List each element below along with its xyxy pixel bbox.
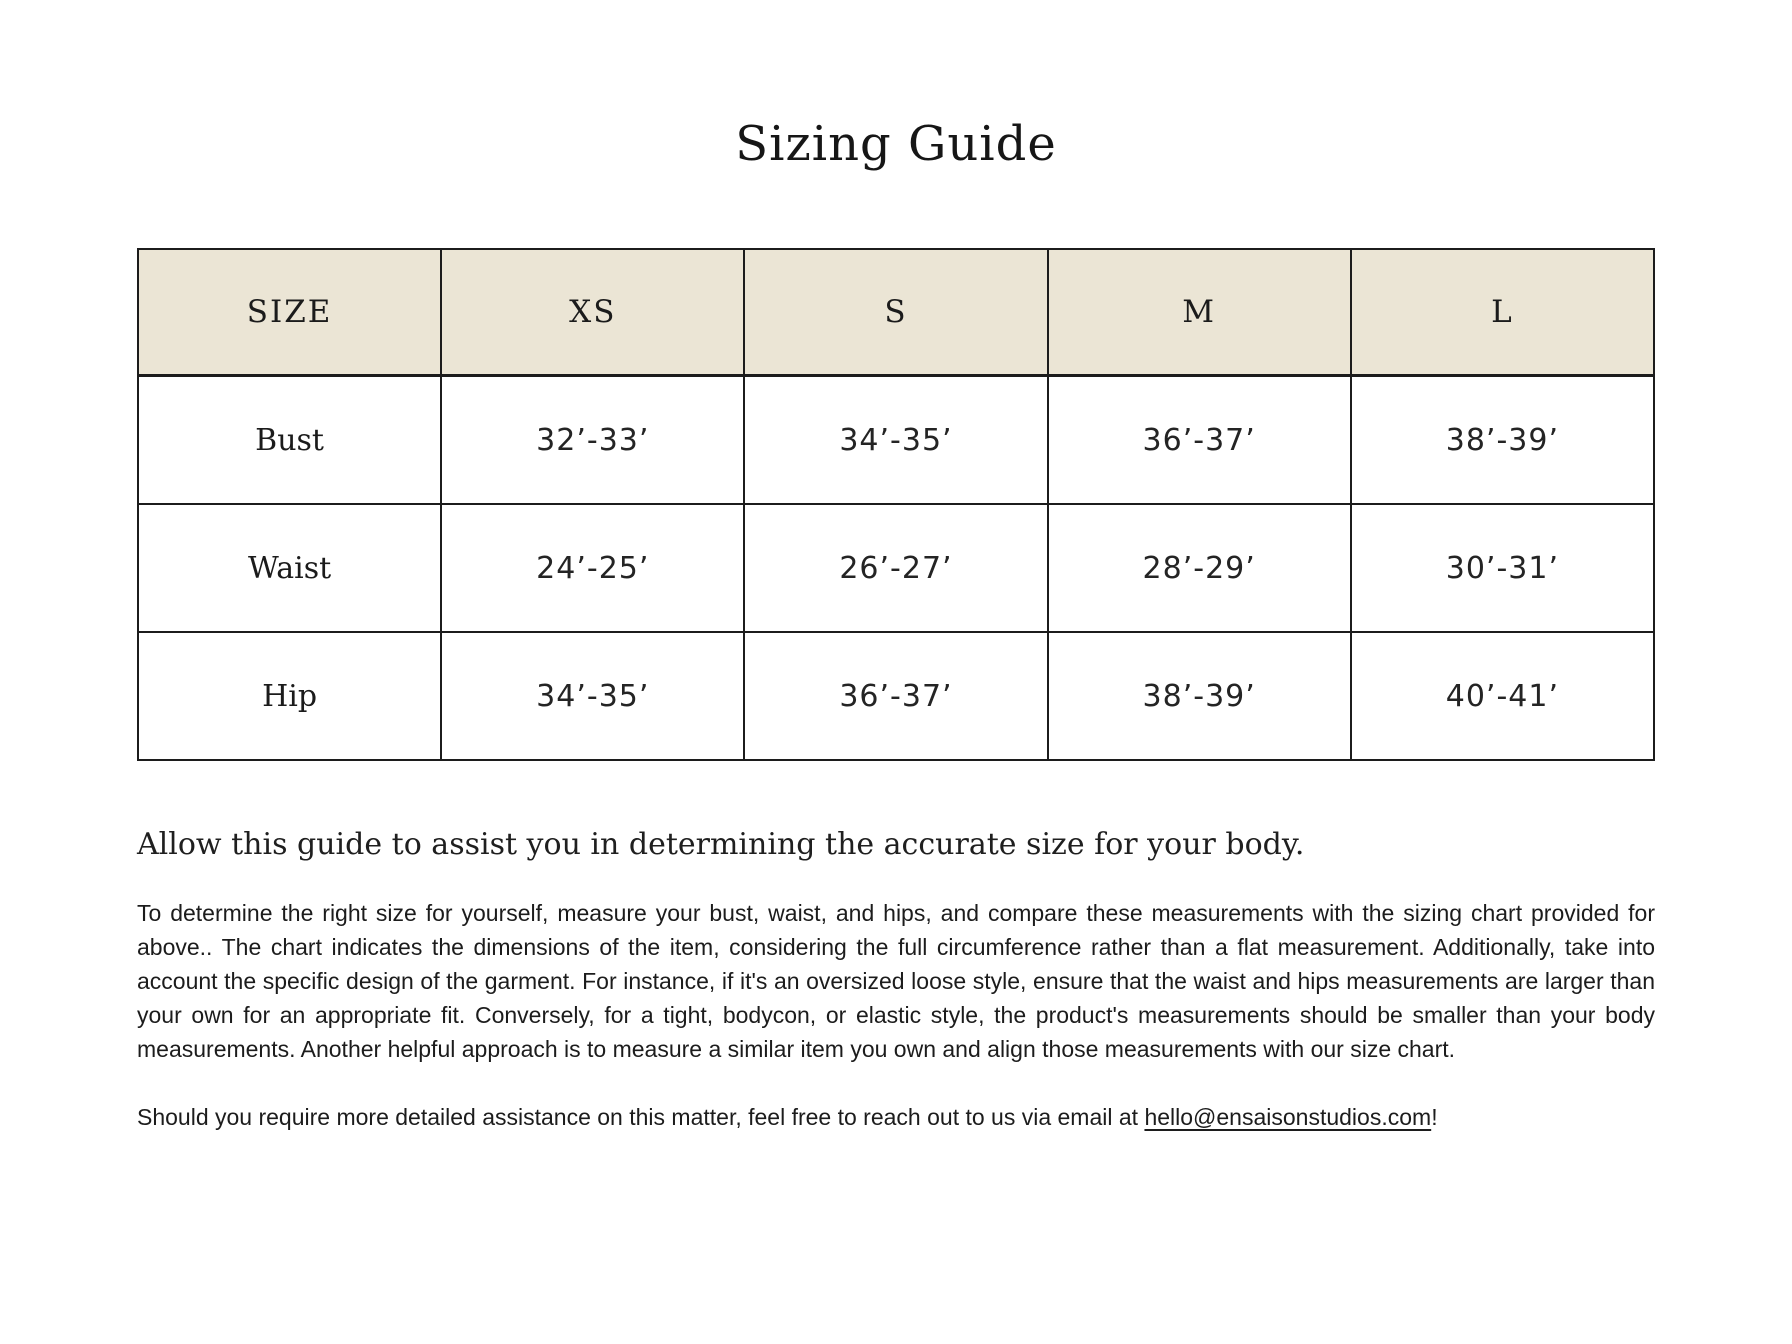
cell-waist-m: 28’-29’ (1048, 504, 1351, 632)
cell-waist-l: 30’-31’ (1351, 504, 1654, 632)
cell-waist-s: 26’-27’ (744, 504, 1047, 632)
table-row-waist (138, 504, 1654, 632)
guide-paragraph: To determine the right size for yourself, measure your bust, waist, and hips, and compare these measurements with the sizing chart provided for above.. The chart indicates the dimensions of the item, considering the full circumference rather than a flat measurement. Additionally, take into account the specific design of the garment. For instance, if it's an oversized loose style, ensure that the waist and hips measurements are larger than your own for an appropriate fit. Conversely, for a tight, bodycon, or elastic style, the product's measurements should be smaller than your body measurements. Another helpful approach is to measure a similar item you own and align those measurements with our size chart. (137, 900, 1655, 1062)
cell-bust-m: 36’-37’ (1048, 376, 1351, 505)
table-row-bust (138, 376, 1654, 505)
table-header-row (138, 249, 1654, 376)
sizing-table (137, 248, 1655, 761)
row-label-waist: Waist (138, 504, 441, 632)
guide-subheading: Allow this guide to assist you in determining the accurate size for your body. (137, 827, 1305, 862)
cell-hip-l: 40’-41’ (1351, 632, 1654, 760)
cell-waist-xs: 24’-25’ (441, 504, 744, 632)
cell-hip-xs: 34’-35’ (441, 632, 744, 760)
email-link[interactable]: hello@ensaisonstudios.com (1144, 1104, 1432, 1130)
cell-hip-s: 36’-37’ (744, 632, 1047, 760)
cell-bust-l: 38’-39’ (1351, 376, 1654, 505)
contact-note-prefix: Should you require more detailed assistance on this matter, feel free to reach out to us via email at (137, 1104, 1145, 1130)
cell-bust-s: 34’-35’ (744, 376, 1047, 505)
cell-bust-xs: 32’-33’ (441, 376, 744, 505)
column-header-m: M (1048, 249, 1351, 376)
contact-note (137, 1100, 1655, 1134)
row-label-hip: Hip (138, 632, 441, 760)
column-header-l: L (1351, 249, 1654, 376)
column-header-size: SIZE (138, 249, 441, 376)
column-header-xs: XS (441, 249, 744, 376)
row-label-bust: Bust (138, 376, 441, 505)
page-title: Sizing Guide (735, 116, 1057, 172)
table-row-hip (138, 632, 1654, 760)
cell-hip-m: 38’-39’ (1048, 632, 1351, 760)
column-header-s: S (744, 249, 1047, 376)
contact-note-suffix: ! (1431, 1104, 1438, 1130)
